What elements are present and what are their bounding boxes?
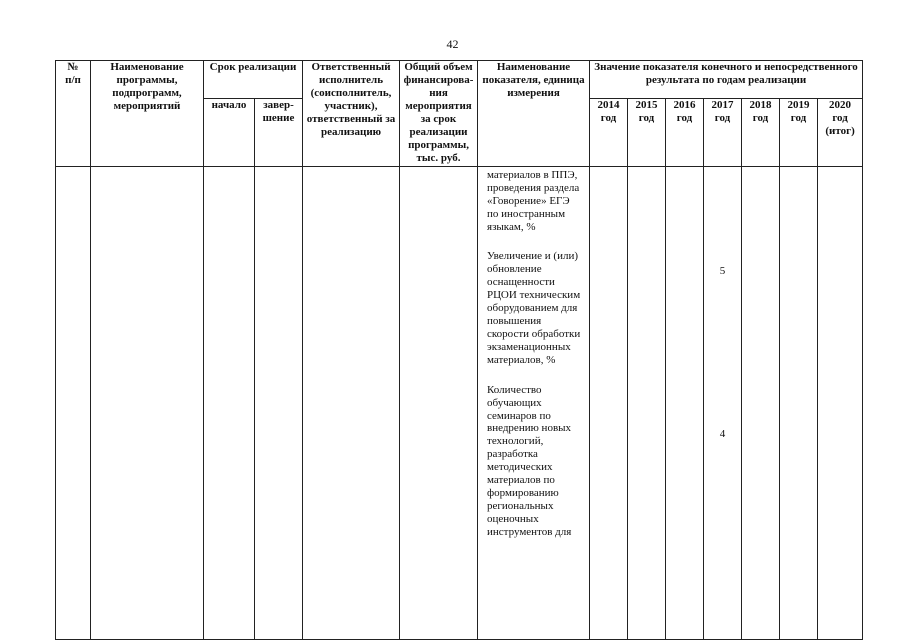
cell-year-2015 bbox=[628, 167, 666, 640]
header-row-1 bbox=[56, 61, 863, 99]
col-header-term: Срок реализации bbox=[204, 61, 303, 99]
col-header-year-2017 bbox=[704, 99, 742, 167]
cell-year-2017 bbox=[704, 167, 742, 640]
year-label: 2015 bbox=[635, 99, 658, 111]
col-header-responsible: Ответственный исполнитель (соисполнитель, участник), ответственный за реализацию bbox=[303, 61, 400, 167]
col-header-financing: Общий объем финансирова- ния мероприятия за срок реализации программы, тыс. руб. bbox=[400, 61, 478, 167]
year-unit: год bbox=[752, 111, 769, 124]
col-header-indicator: Наименование показателя, единица измерения bbox=[478, 61, 590, 167]
cell-responsible bbox=[303, 167, 400, 640]
col-header-year-2015 bbox=[628, 99, 666, 167]
indicator-value: 5 bbox=[719, 265, 726, 277]
col-header-num: № п/п bbox=[56, 61, 91, 167]
indicator-text: Увеличение и (или) обновление оснащенности РЦОИ техническим оборудованием для повышения скорости обработки экзаменационных материалов, % bbox=[487, 249, 581, 366]
table-row bbox=[56, 167, 863, 640]
year-label: 2016 bbox=[673, 99, 696, 111]
page-number: 42 bbox=[446, 37, 459, 51]
col-header-program: Наименование программы, подпрограмм, мероприятий bbox=[91, 61, 204, 167]
col-header-year-2019 bbox=[780, 99, 818, 167]
year-unit: год bbox=[638, 111, 655, 124]
col-header-year-2014 bbox=[590, 99, 628, 167]
cell-year-2019 bbox=[780, 167, 818, 640]
program-table bbox=[55, 60, 863, 640]
year-unit: год (итог) bbox=[825, 111, 855, 137]
year-label: 2014 bbox=[597, 99, 620, 111]
indicator-text: материалов в ППЭ, проведения раздела «Говорение» ЕГЭ по иностранным языкам, % bbox=[487, 169, 580, 233]
cell-indicator bbox=[478, 167, 590, 640]
year-unit: год bbox=[676, 111, 693, 124]
cell-year-2014 bbox=[590, 167, 628, 640]
cell-year-2020 bbox=[818, 167, 863, 640]
year-label: 2017 bbox=[711, 99, 734, 111]
year-unit: год bbox=[714, 111, 731, 124]
year-label: 2018 bbox=[749, 99, 772, 111]
cell-num bbox=[56, 167, 91, 640]
year-label: 2019 bbox=[787, 99, 810, 111]
col-header-values: Значение показателя конечного и непосредственного результата по годам реализации bbox=[590, 61, 863, 99]
indicator-text: Количество обучающих семинаров по внедрению новых технологий, разработка методических материалов по формированию региональных оценочных инструментов для bbox=[487, 383, 572, 539]
year-unit: год bbox=[790, 111, 807, 124]
cell-year-2016 bbox=[666, 167, 704, 640]
col-header-term-end: завер- шение bbox=[255, 99, 303, 167]
cell-financing bbox=[400, 167, 478, 640]
col-header-year-2018 bbox=[742, 99, 780, 167]
year-label: 2020 bbox=[829, 99, 852, 111]
cell-program bbox=[91, 167, 204, 640]
col-header-year-2020 bbox=[818, 99, 863, 167]
col-header-term-start: начало bbox=[204, 99, 255, 167]
year-unit: год bbox=[600, 111, 617, 124]
cell-term-start bbox=[204, 167, 255, 640]
indicator-value: 4 bbox=[719, 427, 726, 440]
cell-term-end bbox=[255, 167, 303, 640]
cell-year-2018 bbox=[742, 167, 780, 640]
col-header-year-2016 bbox=[666, 99, 704, 167]
